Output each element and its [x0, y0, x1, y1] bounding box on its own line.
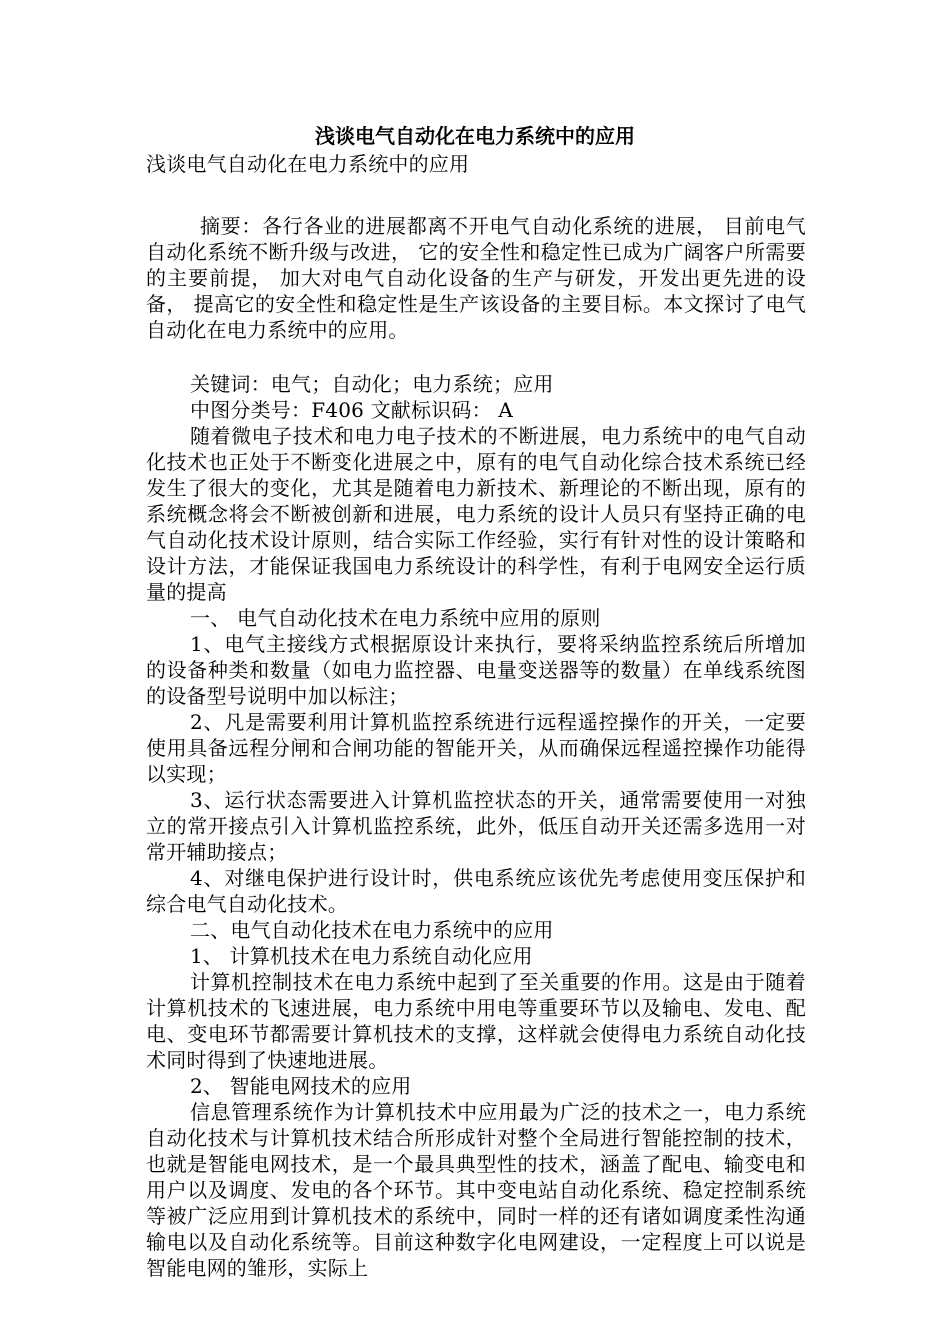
section-heading: 二、电气自动化技术在电力系统中的应用 [190, 918, 554, 942]
section-heading: 一、 电气自动化技术在电力系统中应用的原则 [190, 606, 601, 630]
document-subtitle: 浅谈电气自动化在电力系统中的应用 [146, 152, 470, 176]
subsection-heading: 2、 智能电网技术的应用 [190, 1074, 412, 1098]
subsection-heading: 1、 计算机技术在电力系统自动化应用 [190, 944, 533, 968]
list-item: 1、电气主接线方式根据原设计来执行，要将采纳监控系统后所增加的设备种类和数量（如电力监控器、电量变送器等的数量）在单线系统图的设备型号说明中加以标注； [146, 632, 806, 708]
body-paragraph: 随着微电子技术和电力电子技术的不断进展，电力系统中的电气自动化技术也正处于不断变化进展之中，原有的电气自动化综合技术系统已经发生了很大的变化，尤其是随着电力新技术、新理论的不断出现，原有的系统概念将会不断被创新和进展，电力系统的设计人员只有坚持正确的电气自动化技术设计原则，结合实际工作经验，实行有针对性的设计策略和设计方法，才能保证我国电力系统设计的科学性，有利于电网安全运行质量的提高 [146, 424, 806, 604]
abstract-paragraph: 摘要：各行各业的进展都离不开电气自动化系统的进展， 目前电气自动化系统不断升级与改进， 它的安全性和稳定性已成为广阔客户所需要的主要前提， 加大对电气自动化设备的生产与研发，开发出更先进的设备， 提高它的安全性和稳定性是生产该设备的主要目标。本文探讨了电气自动化在电力系统中的应用。 [146, 214, 806, 342]
document-title: 浅谈电气自动化在电力系统中的应用 [315, 124, 635, 148]
list-item: 3、运行状态需要进入计算机监控状态的开关，通常需要使用一对独立的常开接点引入计算机监控系统，此外，低压自动开关还需多选用一对常开辅助接点； [146, 788, 806, 864]
keywords-line: 关键词：电气；自动化；电力系统；应用 [190, 372, 554, 396]
spacer [146, 177, 806, 213]
document-body [146, 151, 806, 1281]
body-paragraph: 计算机控制技术在电力系统中起到了至关重要的作用。这是由于随着计算机技术的飞速进展，电力系统中用电等重要环节以及输电、发电、配电、变电环节都需要计算机技术的支撑，这样就会使得电力系统自动化技术同时得到了快速地进展。 [146, 970, 806, 1072]
list-item: 2、凡是需要利用计算机监控系统进行远程遥控操作的开关，一定要使用具备远程分闸和合闸功能的智能开关，从而确保远程遥控操作功能得以实现； [146, 710, 806, 786]
list-item: 4、对继电保护进行设计时，供电系统应该优先考虑使用变压保护和综合电气自动化技术。 [146, 866, 806, 916]
body-paragraph: 信息管理系统作为计算机技术中应用最为广泛的技术之一，电力系统自动化技术与计算机技术结合所形成针对整个全局进行智能控制的技术，也就是智能电网技术，是一个最具典型性的技术，涵盖了配电、输变电和用户以及调度、发电的各个环节。其中变电站自动化系统、稳定控制系统等被广泛应用到计算机技术的系统中，同时一样的还有诸如调度柔性沟通输电以及自动化系统等。目前这种数字化电网建设，一定程度上可以说是智能电网的雏形，实际上 [146, 1100, 806, 1280]
classification-line: 中图分类号：F406 文献标识码： A [190, 398, 514, 422]
spacer [146, 343, 806, 371]
